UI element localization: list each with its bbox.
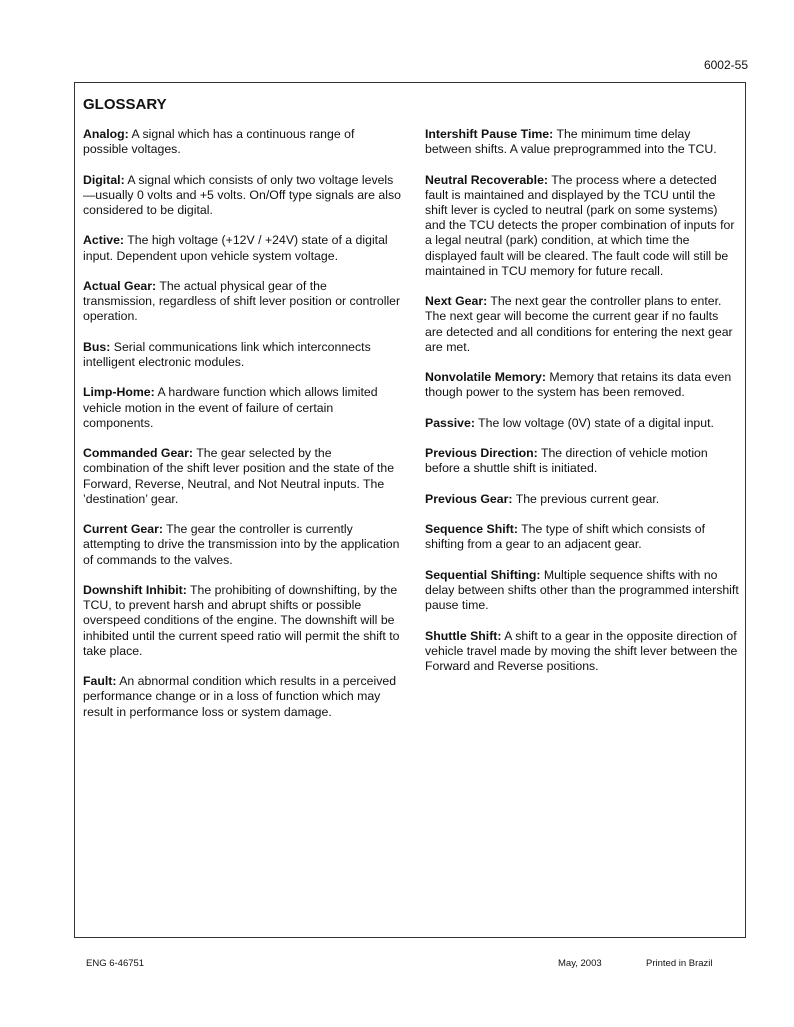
- glossary-entry: [425, 370, 739, 400]
- glossary-definition: The gear selected by the combination of the shift lever position and the state of the Forward, Reverse, Neutral, and Not Neutral inputs. The ’destination’ gear.: [83, 446, 395, 506]
- glossary-term: Active:: [83, 233, 125, 248]
- glossary-term: Intershift Pause Time:: [425, 127, 554, 141]
- right-column: [425, 127, 739, 689]
- glossary-term: Bus:: [83, 339, 111, 354]
- glossary-definition: The high voltage (+12V / +24V) state of a digital input. Dependent upon vehicle system voltage.: [83, 233, 388, 263]
- glossary-definition: The direction of vehicle motion before a shuttle shift is initiated.: [425, 446, 708, 476]
- glossary-term: Commanded Gear:: [83, 446, 194, 461]
- glossary-entry: [83, 340, 401, 370]
- glossary-term: Downshift Inhibit:: [83, 582, 187, 597]
- glossary-term: Analog:: [83, 127, 129, 141]
- glossary-term: Neutral Recoverable:: [425, 172, 549, 187]
- glossary-term: Actual Gear:: [83, 278, 157, 293]
- glossary-definition: The gear the controller is currently attempting to drive the transmission into by the application of commands to the valves.: [83, 522, 400, 567]
- glossary-entry: [83, 127, 401, 157]
- glossary-title: GLOSSARY: [83, 96, 167, 113]
- glossary-term: Next Gear:: [425, 294, 488, 309]
- glossary-definition: Memory that retains its data even though power to the system has been removed.: [425, 370, 732, 400]
- glossary-entry: [83, 385, 401, 431]
- glossary-definition: A signal which has a continuous range of possible voltages.: [83, 127, 355, 157]
- glossary-definition: The minimum time delay between shifts. A value preprogrammed into the TCU.: [425, 127, 717, 157]
- glossary-definition: The type of shift which consists of shifting from a gear to an adjacent gear.: [425, 522, 705, 552]
- glossary-term: Shuttle Shift:: [425, 628, 502, 643]
- footer-doc-code: ENG 6-46751: [86, 958, 145, 969]
- glossary-entry: [425, 173, 739, 279]
- glossary-term: Passive:: [425, 415, 475, 430]
- glossary-entry: [83, 583, 401, 659]
- glossary-definition: The previous current gear.: [515, 491, 660, 506]
- glossary-term: Nonvolatile Memory:: [425, 370, 546, 385]
- glossary-entry: [425, 127, 739, 157]
- glossary-entry: [425, 629, 739, 675]
- glossary-entry: [425, 522, 739, 552]
- glossary-entry: [83, 279, 401, 325]
- glossary-entry: [425, 568, 739, 614]
- glossary-definition: The process where a detected fault is maintained and displayed by the TCU until the shift lever is cycled to neutral (park on some systems) and the TCU detects the proper combination of inputs for a legal neutral (park) condition, at which time the displayed fault will be cleared. The fault code will still be maintained in TCU memory for future recall.: [425, 172, 735, 278]
- glossary-definition: The low voltage (0V) state of a digital input.: [478, 415, 714, 430]
- glossary-term: Fault:: [83, 674, 117, 689]
- glossary-definition: A hardware function which allows limited vehicle motion in the event of failure of certain components.: [83, 385, 378, 430]
- glossary-term: Digital:: [83, 172, 125, 187]
- page-number: 6002-55: [703, 58, 748, 72]
- glossary-definition: The next gear the controller plans to enter. The next gear will become the current gear if no faults are detected and all conditions for entering the next gear are met.: [425, 294, 733, 354]
- glossary-definition: The prohibiting of downshifting, by the TCU, to prevent harsh and abrupt shifts or possible overspeed conditions of the engine. The downshift will be inhibited until the current speed ratio will permit the shift to take place.: [83, 582, 400, 658]
- glossary-definition: The actual physical gear of the transmission, regardless of shift lever position or controller operation.: [83, 278, 401, 324]
- glossary-entry: [83, 446, 401, 507]
- footer-printed: Printed in Brazil: [646, 958, 713, 969]
- glossary-entry: [83, 674, 401, 720]
- glossary-definition: A shift to a gear in the opposite direction of vehicle travel made by moving the shift lever between the Forward and Reverse positions.: [425, 628, 738, 673]
- glossary-term: Sequence Shift:: [425, 522, 518, 537]
- glossary-entry: [425, 294, 739, 355]
- glossary-entry: [425, 492, 739, 507]
- footer-date: May, 2003: [558, 958, 602, 969]
- glossary-definition: Multiple sequence shifts with no delay between shifts other than the programmed intershift pause time.: [425, 567, 739, 613]
- glossary-entry: [83, 233, 401, 263]
- glossary-definition: An abnormal condition which results in a perceived performance change or in a loss of function which may result in performance loss or system damage.: [83, 674, 397, 719]
- glossary-frame: [74, 82, 746, 938]
- glossary-term: Previous Direction:: [425, 446, 538, 461]
- glossary-term: Previous Gear:: [425, 491, 513, 506]
- glossary-entry: [83, 173, 401, 219]
- glossary-definition: A signal which consists of only two voltage levels—usually 0 volts and +5 volts. On/Off type signals are also considered to be digital.: [83, 172, 401, 217]
- glossary-term: Limp-Home:: [83, 385, 155, 400]
- left-column: [83, 127, 401, 735]
- glossary-entry: [425, 416, 739, 431]
- glossary-entry: [425, 446, 739, 476]
- glossary-term: Sequential Shifting:: [425, 567, 541, 582]
- glossary-definition: Serial communications link which interconnects intelligent electronic modules.: [83, 339, 371, 369]
- glossary-term: Current Gear:: [83, 522, 163, 537]
- glossary-entry: [83, 522, 401, 568]
